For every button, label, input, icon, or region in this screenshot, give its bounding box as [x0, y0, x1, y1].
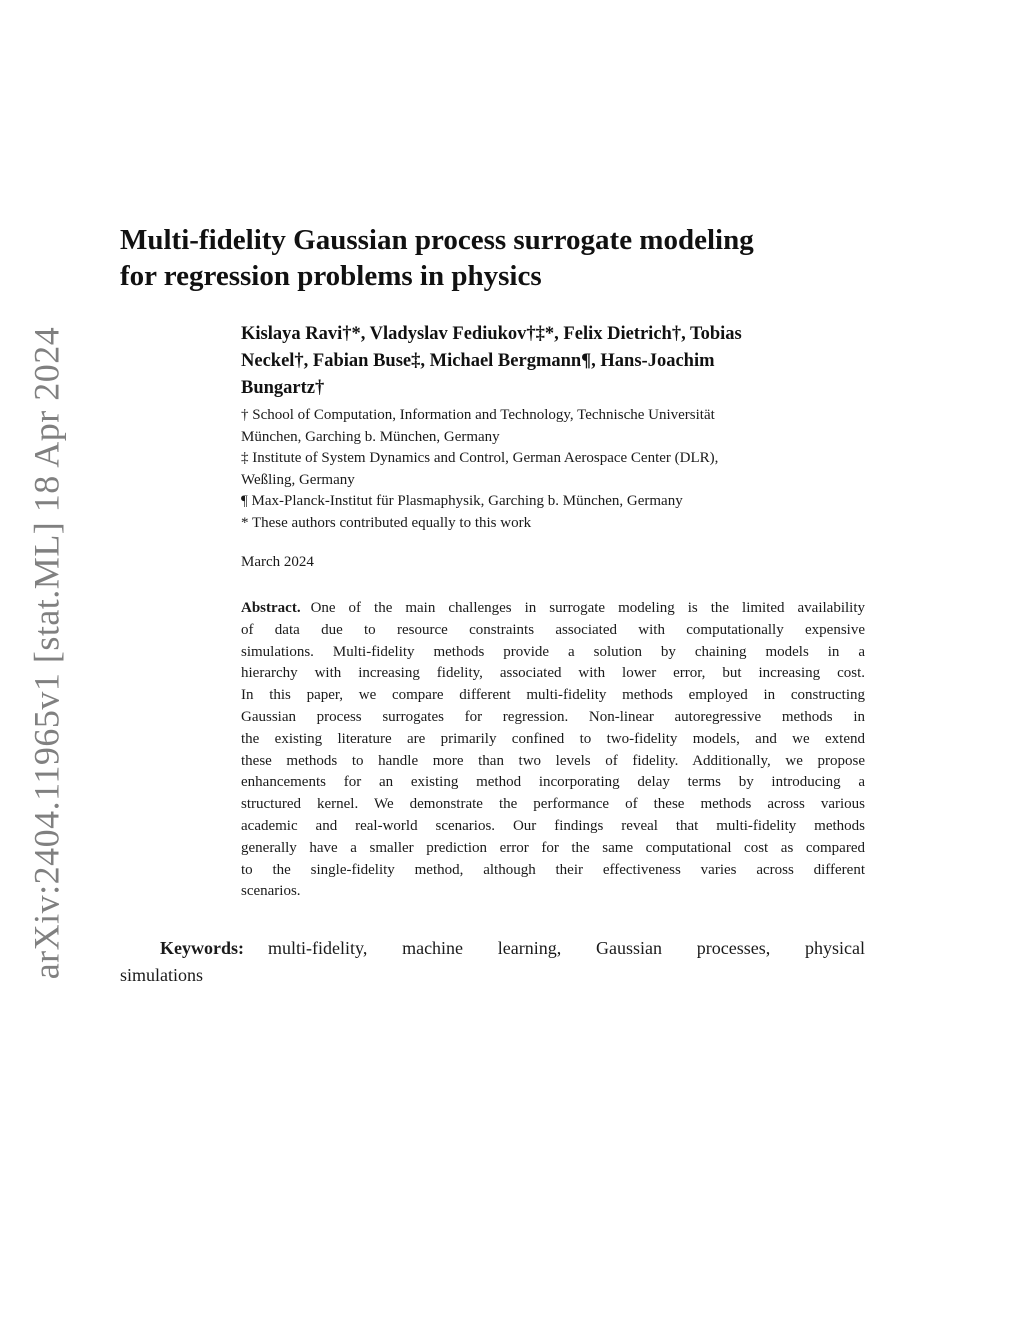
author-line-3: Bungartz†	[241, 378, 325, 398]
abstract-line: to the single-fidelity method, although their effectiveness varies across different	[241, 861, 865, 878]
abstract-line: academic and real-world scenarios. Our findings reveal that multi-fidelity methods	[241, 817, 865, 834]
affiliation-line: ¶ Max-Planck-Institut für Plasmaphysik, Garching b. München, Germany	[241, 493, 683, 510]
abstract-line: of data due to resource constraints associated with computationally expensive	[241, 621, 865, 638]
affiliation-list	[241, 405, 871, 535]
keywords-label: Keywords:	[160, 938, 244, 958]
keywords-text: multi-fidelity, machine learning, Gaussian processes, physical	[268, 938, 865, 958]
abstract-line: generally have a smaller prediction error for the same computational cost as compared	[241, 839, 865, 856]
abstract-line	[241, 598, 865, 620]
abstract-line: the existing literature are primarily confined to two-fidelity models, and we extend	[241, 730, 865, 747]
abstract-line: enhancements for an existing method incorporating delay terms by introducing a	[241, 774, 865, 791]
abstract-line: simulations. Multi-fidelity methods provide a solution by chaining models in a	[241, 643, 865, 660]
abstract-line: Gaussian process surrogates for regression. Non-linear autoregressive methods in	[241, 708, 865, 725]
abstract-line: structured kernel. We demonstrate the performance of these methods across various	[241, 796, 865, 813]
abstract-line: scenarios.	[241, 883, 301, 900]
affiliation-line: † School of Computation, Information and Technology, Technische Universität	[241, 407, 715, 423]
affiliation-line: Weßling, Germany	[241, 471, 355, 488]
keywords-section	[120, 935, 865, 989]
paper-title-line-2: for regression problems in physics	[120, 260, 542, 292]
keywords-line-2: simulations	[120, 965, 204, 985]
author-line-1: Kislaya Ravi†*, Vladyslav Fediukov†‡*, Felix Dietrich†, Tobias	[241, 324, 742, 344]
author-list	[241, 321, 871, 402]
arxiv-identifier-stamp	[16, 326, 76, 979]
author-line-2: Neckel†, Fabian Buse‡, Michael Bergmann¶, Hans-Joachim	[241, 351, 715, 371]
keywords-line	[120, 935, 865, 962]
abstract-line: hierarchy with increasing fidelity, associated with lower error, but increasing cost.	[241, 665, 865, 682]
affiliation-line: München, Garching b. München, Germany	[241, 428, 500, 445]
abstract-line: In this paper, we compare different multi-fidelity methods employed in constructing	[241, 687, 865, 704]
abstract-text: One of the main challenges in surrogate modeling is the limited availability	[310, 600, 865, 616]
arxiv-identifier-text: arXiv:2404.11965v1 [stat.ML] 18 Apr 2024	[26, 326, 67, 979]
publication-date: March 2024	[241, 554, 314, 570]
abstract-label: Abstract.	[241, 600, 301, 616]
affiliation-line: ‡ Institute of System Dynamics and Control, German Aerospace Center (DLR),	[241, 450, 719, 467]
abstract-line: these methods to handle more than two levels of fidelity. Additionally, we propose	[241, 752, 865, 769]
paper-title-line-1: Multi-fidelity Gaussian process surrogate modeling	[120, 224, 754, 256]
paper-title	[120, 222, 880, 294]
abstract-section	[241, 598, 865, 903]
affiliation-line: * These authors contributed equally to this work	[241, 514, 532, 531]
